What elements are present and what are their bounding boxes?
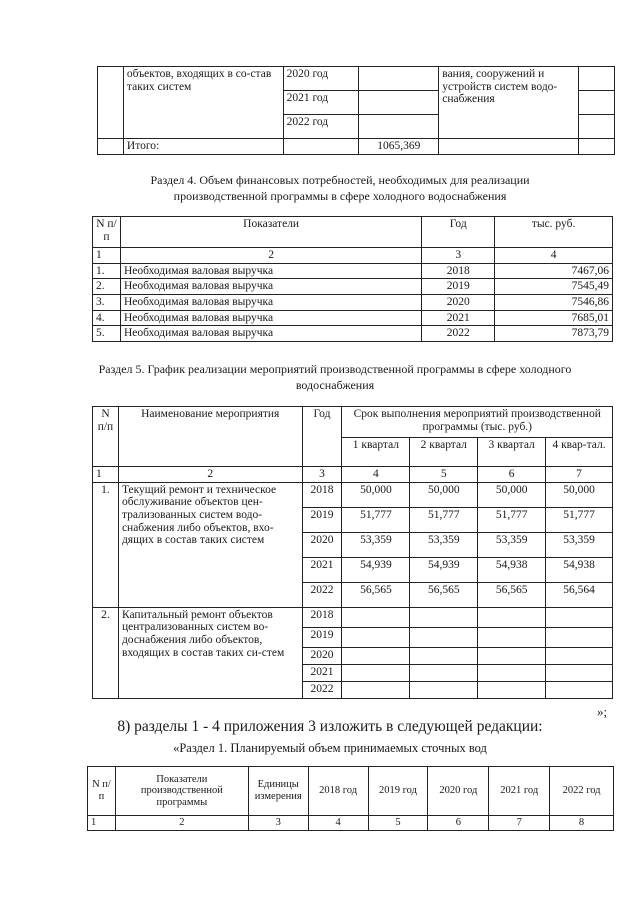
row-number: 5. (93, 326, 121, 342)
value: 50,000 (342, 482, 410, 507)
value: 54,938 (478, 557, 546, 582)
table-header-row (88, 767, 614, 816)
column-number: 1 (93, 467, 119, 483)
column-header: N п/п (93, 217, 121, 248)
column-number-row (93, 467, 613, 483)
table-cell (579, 115, 615, 139)
column-header: N п/п (88, 767, 116, 816)
value: 53,359 (546, 532, 613, 557)
row-number: 1. (93, 263, 121, 279)
row-number: 4. (93, 310, 121, 326)
table-cell: 2021 год (283, 91, 359, 115)
indicator-name: Необходимая валовая выручка (120, 263, 421, 279)
year: 2021 (302, 664, 342, 681)
value (342, 681, 410, 698)
column-number: 1 (88, 816, 116, 831)
column-number: 4 (308, 816, 368, 831)
section-1-title: «Раздел 1. Планируемый объем принимаемых сточных вод (173, 741, 487, 755)
value (342, 607, 410, 627)
column-number: 8 (550, 816, 614, 831)
value (546, 647, 613, 664)
table-cell (359, 67, 439, 91)
table-cell: объектов, входящих в со-став таких систем (123, 67, 283, 139)
year: 2020 (422, 294, 495, 310)
table-cell (98, 139, 124, 155)
column-number: 4 (495, 248, 613, 264)
row-number: 2. (93, 607, 119, 698)
table-row (98, 67, 615, 91)
value: 50,000 (478, 482, 546, 507)
table-cell: 2022 год (283, 115, 359, 139)
year: 2020 (302, 647, 342, 664)
column-header: 2022 год (550, 767, 614, 816)
year: 2022 (302, 681, 342, 698)
value (478, 681, 546, 698)
column-number: 3 (302, 467, 342, 483)
value (546, 627, 613, 647)
table-header-row (93, 217, 613, 248)
total-value: 1065,369 (359, 139, 439, 155)
activity-name: Капитальный ремонт объектов централизованных систем во-доснабжения либо объектов, входящих в состав таких си-стем (118, 607, 302, 698)
value (546, 607, 613, 627)
row-number: 2. (93, 279, 121, 295)
closing-quote: »; (597, 704, 608, 719)
value (546, 681, 613, 698)
section-4-title: Раздел 4. Объем финансовых потребностей, необходимых для реализации производственной программы в сфере холодного водоснабжения (150, 173, 530, 203)
year: 2021 (422, 310, 495, 326)
value: 54,939 (342, 557, 410, 582)
table-row (93, 279, 613, 295)
section-5-title: Раздел 5. График реализации мероприятий производственной программы в сфере холодного водоснабжения (98, 362, 572, 392)
column-number: 2 (115, 816, 248, 831)
value (410, 664, 478, 681)
value (410, 647, 478, 664)
row-number: 3. (93, 294, 121, 310)
column-number: 1 (93, 248, 121, 264)
column-header: N п/п (93, 407, 119, 467)
column-header: Показатели (120, 217, 421, 248)
quarter-header: 1 квартал (342, 438, 410, 467)
value: 51,777 (410, 507, 478, 532)
table-cell (579, 67, 615, 91)
column-number: 3 (422, 248, 495, 264)
column-number-row (93, 248, 613, 264)
value: 53,359 (342, 532, 410, 557)
section-5-table (92, 406, 613, 699)
column-header: 2018 год (308, 767, 368, 816)
year: 2019 (302, 627, 342, 647)
value: 7873,79 (495, 326, 613, 342)
column-header: Единицы измерения (248, 767, 308, 816)
column-number: 7 (546, 467, 613, 483)
value: 53,359 (478, 532, 546, 557)
value: 54,939 (410, 557, 478, 582)
table-cell (579, 139, 615, 155)
value (342, 664, 410, 681)
value (546, 664, 613, 681)
indicator-name: Необходимая валовая выручка (120, 294, 421, 310)
year: 2019 (302, 507, 342, 532)
column-header: 2019 год (368, 767, 428, 816)
value: 7467,06 (495, 263, 613, 279)
value (342, 627, 410, 647)
table-row (93, 326, 613, 342)
column-number: 7 (489, 816, 550, 831)
indicator-name: Необходимая валовая выручка (120, 310, 421, 326)
year: 2022 (422, 326, 495, 342)
row-number: 1. (93, 482, 119, 607)
column-header: 2021 год (489, 767, 550, 816)
column-number: 3 (248, 816, 308, 831)
quarter-header: 4 квар-тал. (546, 438, 613, 467)
value: 56,565 (342, 582, 410, 607)
column-number-row (88, 816, 614, 831)
column-number: 4 (342, 467, 410, 483)
table-header-row (93, 407, 613, 438)
column-number: 2 (118, 467, 302, 483)
table-cell (439, 139, 579, 155)
year: 2018 (422, 263, 495, 279)
quarter-header: 3 квартал (478, 438, 546, 467)
value: 50,000 (410, 482, 478, 507)
amendment-item-8: 8) разделы 1 - 4 приложения 3 изложить в следующей редакции: (117, 718, 543, 735)
year: 2022 (302, 582, 342, 607)
activity-name: Текущий ремонт и техническое обслуживание объектов цен-трализованных систем водо-снабжения либо объектов, вхо-дящих в состав таких систем (118, 482, 302, 607)
table-cell (98, 67, 124, 139)
value: 56,565 (410, 582, 478, 607)
value: 50,000 (546, 482, 613, 507)
table-row (93, 263, 613, 279)
value: 51,777 (342, 507, 410, 532)
table-row (93, 482, 613, 507)
previous-section-table-fragment (97, 66, 615, 155)
table-row (93, 607, 613, 627)
quarter-header: 2 квартал (410, 438, 478, 467)
value (478, 647, 546, 664)
year: 2019 (422, 279, 495, 295)
value (478, 607, 546, 627)
table-cell (359, 91, 439, 115)
value: 56,565 (478, 582, 546, 607)
value (478, 664, 546, 681)
column-number: 6 (478, 467, 546, 483)
value: 53,359 (410, 532, 478, 557)
column-header: 2020 год (428, 767, 489, 816)
table-row (98, 139, 615, 155)
indicator-name: Необходимая валовая выручка (120, 279, 421, 295)
value (342, 647, 410, 664)
value (410, 627, 478, 647)
table-row (93, 294, 613, 310)
table-cell: 2020 год (283, 67, 359, 91)
total-label: Итого: (123, 139, 283, 155)
year: 2018 (302, 607, 342, 627)
value: 54,938 (546, 557, 613, 582)
value: 7546,86 (495, 294, 613, 310)
column-header: Наименование мероприятия (118, 407, 302, 467)
year: 2018 (302, 482, 342, 507)
column-header: Год (422, 217, 495, 248)
section-4-table (92, 216, 613, 342)
year: 2020 (302, 532, 342, 557)
value: 51,777 (546, 507, 613, 532)
value: 56,564 (546, 582, 613, 607)
column-header: Срок выполнения мероприятий производственной программы (тыс. руб.) (342, 407, 613, 438)
indicator-name: Необходимая валовая выручка (120, 326, 421, 342)
column-header: Год (302, 407, 342, 467)
column-header: Показатели производственной программы (115, 767, 248, 816)
table-row (93, 310, 613, 326)
wastewater-volume-table (87, 766, 614, 831)
column-number: 5 (410, 467, 478, 483)
table-cell (579, 91, 615, 115)
column-header: тыс. руб. (495, 217, 613, 248)
column-number: 6 (428, 816, 489, 831)
column-number: 2 (120, 248, 421, 264)
table-cell (283, 139, 359, 155)
value (410, 681, 478, 698)
table-cell: вания, сооружений и устройств систем водо-снабжения (439, 67, 579, 139)
table-cell (359, 115, 439, 139)
value: 7545,49 (495, 279, 613, 295)
value (478, 627, 546, 647)
column-number: 5 (368, 816, 428, 831)
year: 2021 (302, 557, 342, 582)
value (410, 607, 478, 627)
value: 7685,01 (495, 310, 613, 326)
value: 51,777 (478, 507, 546, 532)
